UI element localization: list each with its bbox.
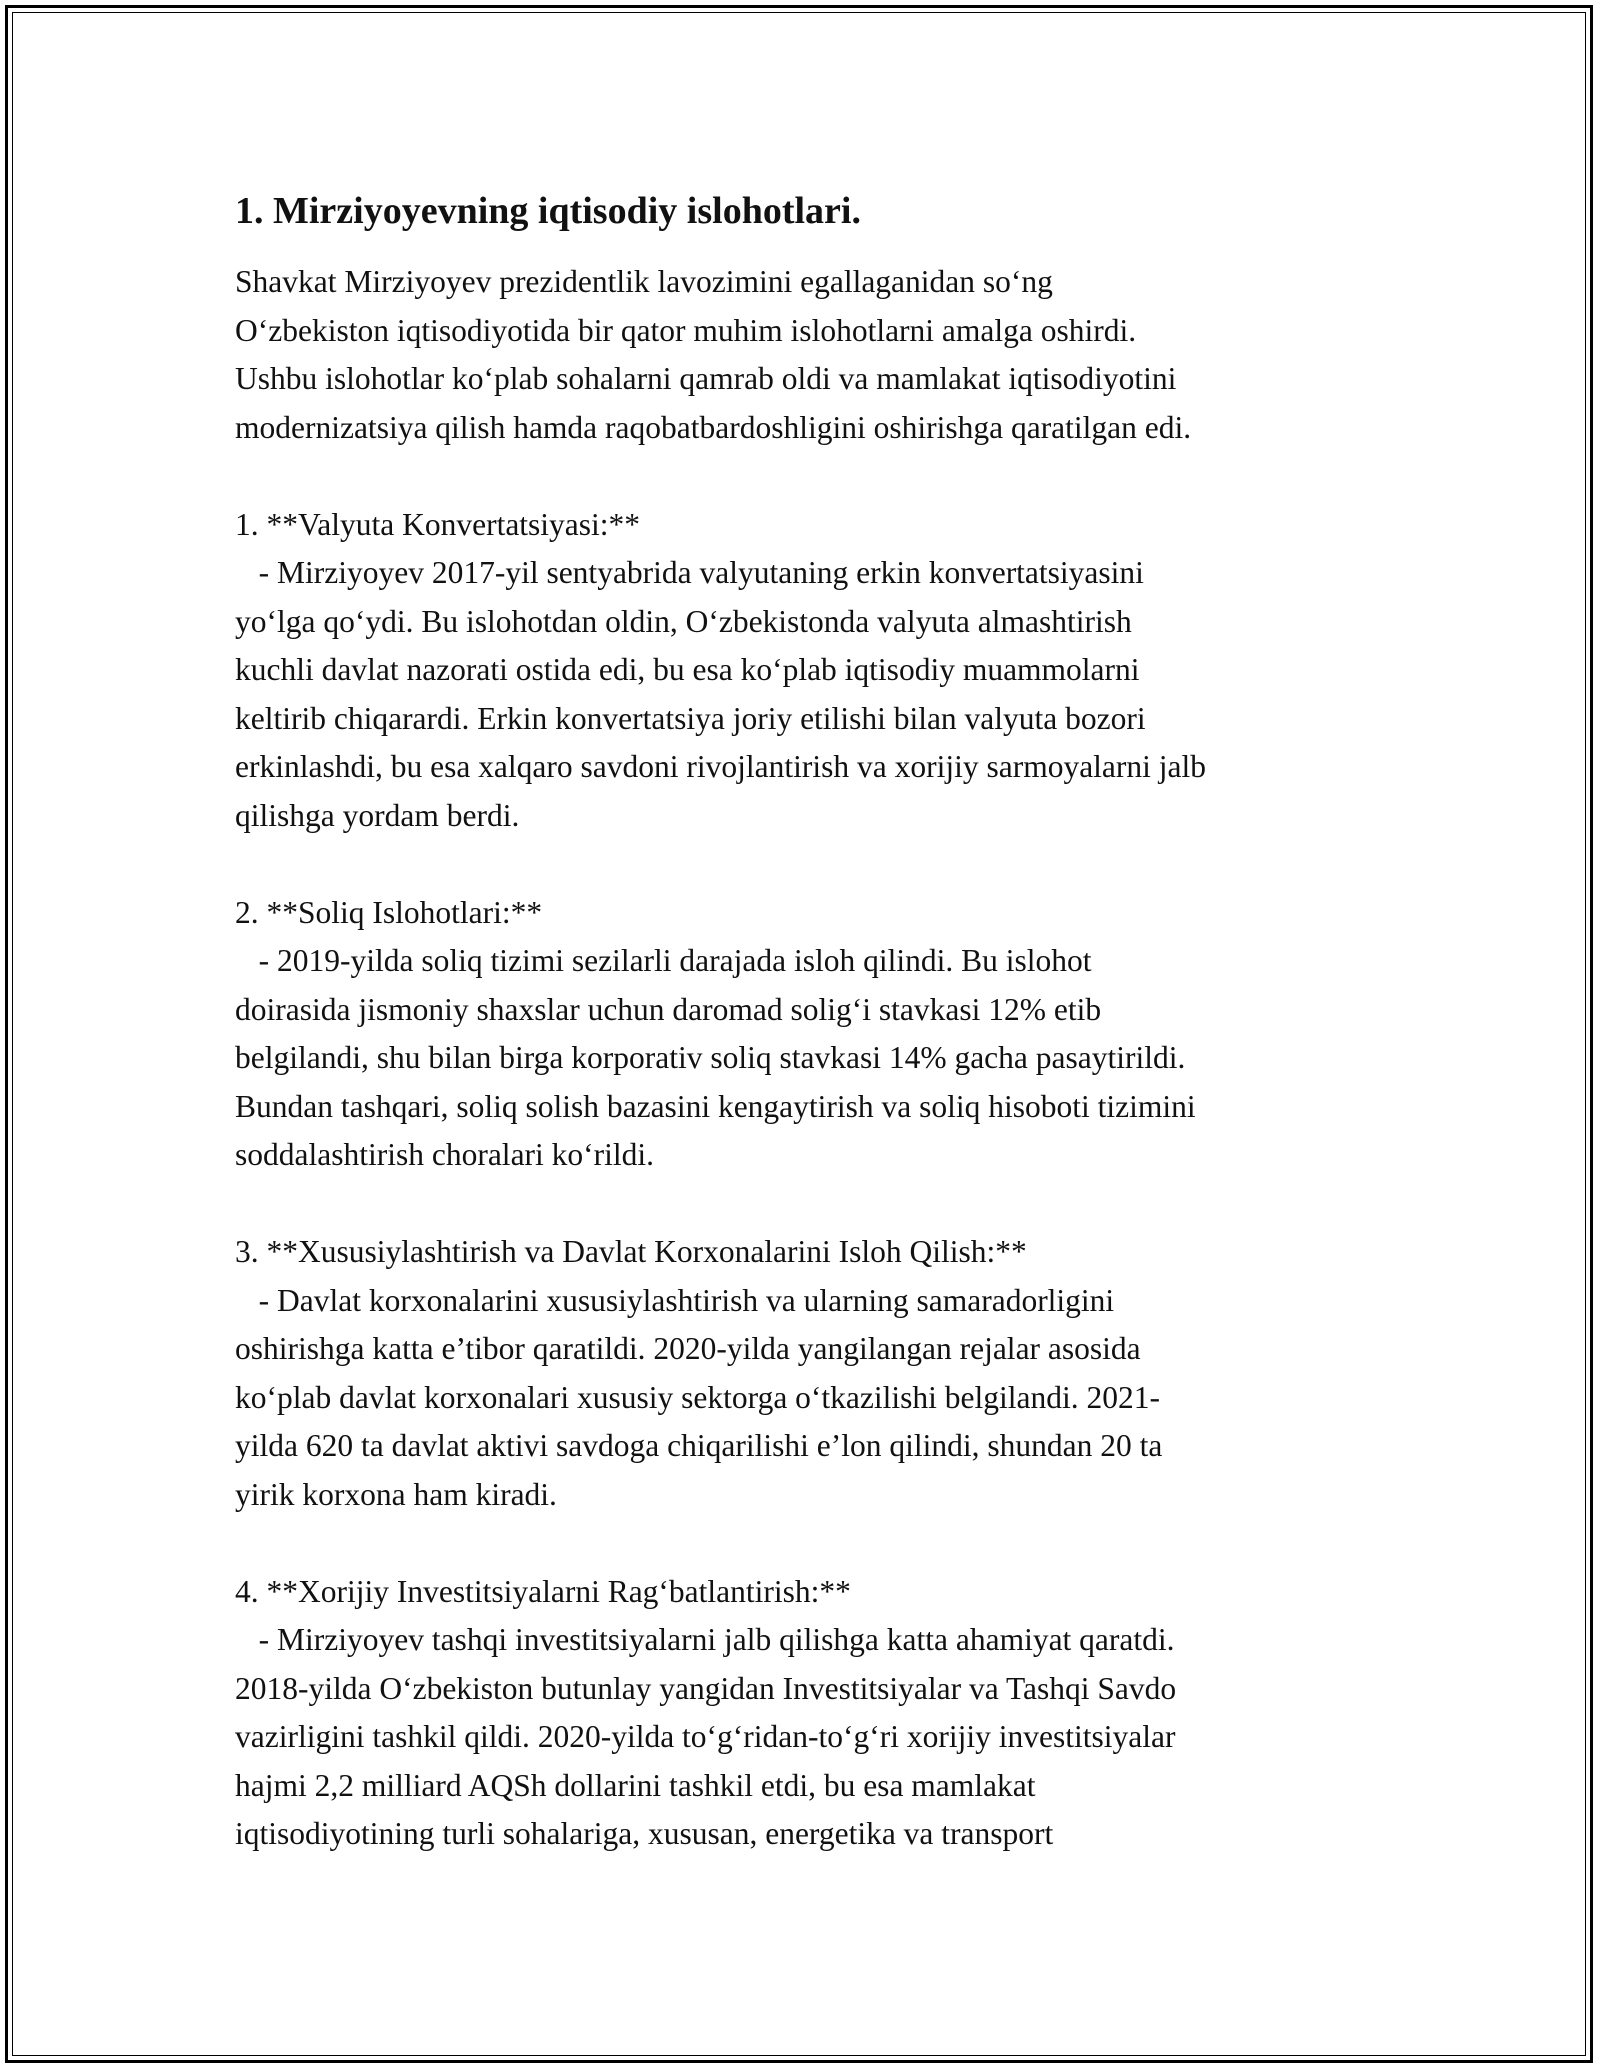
section-2	[235, 889, 1395, 1180]
section-3	[235, 1228, 1395, 1519]
section-heading: 3. **Xususiylashtirish va Davlat Korxonalarini Isloh Qilish:**	[235, 1234, 1027, 1269]
section-1	[235, 501, 1395, 841]
document-body	[235, 186, 1395, 1859]
section-heading: 4. **Xorijiy Investitsiyalarni Rag‘batlantirish:**	[235, 1573, 851, 1609]
paragraph-gap	[235, 840, 1395, 889]
section-text: - Mirziyoyev tashqi investitsiyalarni jalb qilishga katta ahamiyat qaratdi. 2018-yilda O‘zbekiston butunlay yangidan Investitsiyalar va Tashqi Savdo vazirligini tashkil qildi. 2020-yilda to‘g‘ridan-to‘g‘ri xorijiy investitsiyalar hajmi 2,2 milliard AQSh dollarini tashkil etdi, bu esa mamlakat iqtisodiyotining turli sohalariga, xususan, energetika va transport	[235, 1622, 1177, 1851]
paragraph-gap	[235, 1519, 1395, 1568]
document-title: 1. Mirziyoyevning iqtisodiy islohotlari.	[235, 190, 861, 232]
section-text: - Mirziyoyev 2017-yil sentyabrida valyutaning erkin konvertatsiyasini yo‘lga qo‘ydi. Bu islohotdan oldin, O‘zbekistonda valyuta almashtirish kuchli davlat nazorati ostida edi, bu esa ko‘plab iqtisodiy muammolarni keltirib chiqarardi. Erkin konvertatsiya joriy etilishi bilan valyuta bozori erkinlashdi, bu esa xalqaro savdoni rivojlantirish va xorijiy sarmoyalarni jalb qilishga yordam berdi.	[235, 555, 1207, 833]
section-4	[235, 1568, 1395, 1859]
section-heading: 2. **Soliq Islohotlari:**	[235, 894, 543, 930]
paragraph-gap	[235, 1180, 1395, 1229]
intro-paragraph: Shavkat Mirziyoyev prezidentlik lavozimini egallaganidan so‘ng O‘zbekiston iqtisodiyotida bir qator muhim islohotlarni amalga oshirdi. Ushbu islohotlar ko‘plab sohalarni qamrab oldi va mamlakat iqtisodiyotini modernizatsiya qilish hamda raqobatbardoshligini oshirishga qaratilgan edi.	[235, 264, 1192, 445]
paragraph-gap	[235, 452, 1395, 501]
section-heading: 1. **Valyuta Konvertatsiyasi:**	[235, 506, 641, 542]
section-text: - Davlat korxonalarini xususiylashtirish va ularning samaradorligini oshirishga katta e’tibor qaratildi. 2020-yilda yangilangan rejalar asosida ko‘plab davlat korxonalari xususiy sektorga o‘tkazilishi belgilandi. 2021- yilda 620 ta davlat aktivi savdoga chiqarilishi e’lon qilindi, shundan 20 ta yirik korxona ham kiradi.	[235, 1282, 1163, 1512]
section-text: - 2019-yilda soliq tizimi sezilarli darajada isloh qilindi. Bu islohot doirasida jismoniy shaxslar uchun daromad solig‘i stavkasi 12% etib belgilandi, shu bilan birga korporativ soliq stavkasi 14% gacha pasaytirildi. Bundan tashqari, soliq solish bazasini kengaytirish va soliq hisoboti tizimini soddalashtirish choralari ko‘rildi.	[235, 943, 1196, 1172]
